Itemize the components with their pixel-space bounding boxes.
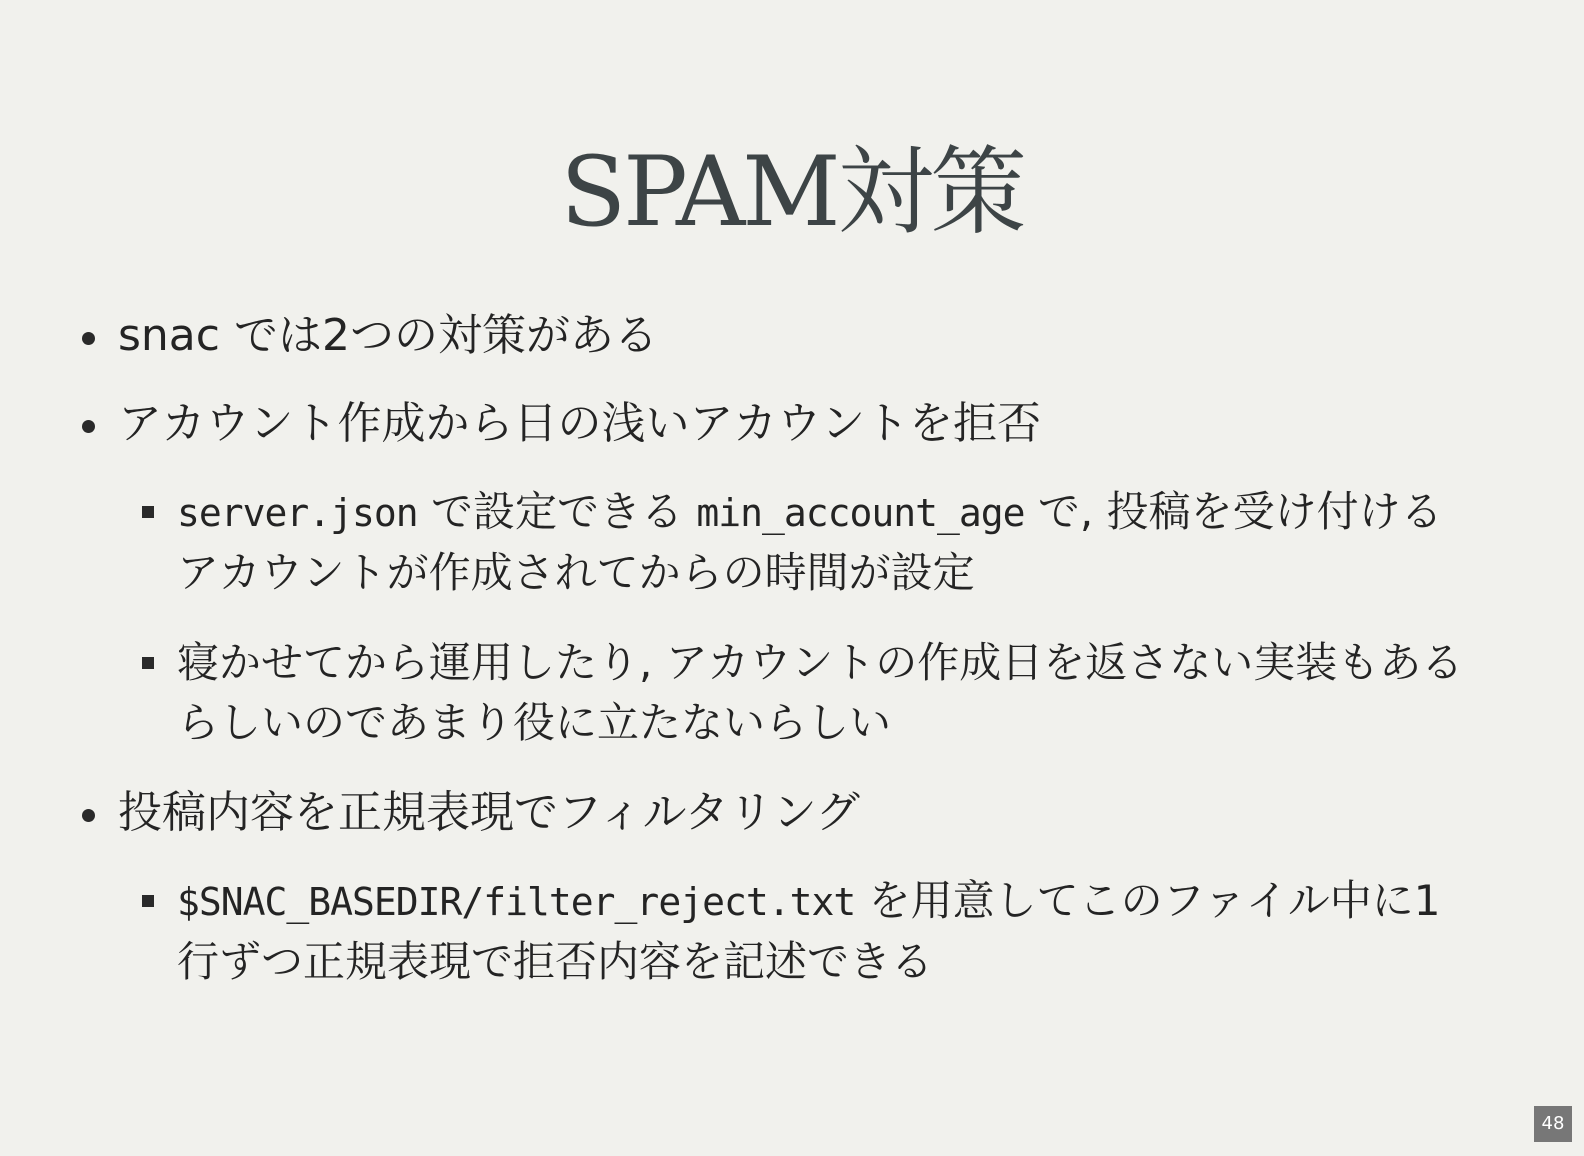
bullet-text: 投稿内容を正規表現でフィルタリング: [118, 787, 860, 838]
inline-code: $SNAC_BASEDIR/filter_reject.txt: [177, 880, 856, 924]
bullet-text: アカウント作成から日の浅いアカウントを拒否: [118, 398, 1042, 449]
bullet-item: [0, 394, 1584, 753]
bullet-dot-icon: [82, 809, 95, 822]
sub-bullet-item: [0, 871, 1584, 992]
bullet-list: [0, 306, 1584, 1022]
sub-bullet-text: で, 投稿を受け付けるアカウントが作成されてからの時間が設定: [177, 487, 1443, 597]
sub-bullet-list: [118, 482, 1584, 753]
sub-bullet-text: を用意してこのファイル中に1行ずつ正規表現で拒否内容を記述できる: [177, 876, 1441, 986]
bullet-square-icon: [142, 895, 154, 907]
inline-code: server.json: [177, 491, 418, 535]
bullet-text: snac では2つの対策がある: [118, 310, 658, 361]
sub-bullet-text: で設定できる: [417, 487, 697, 536]
sub-bullet-item: [0, 482, 1584, 603]
bullet-dot-icon: [82, 420, 95, 433]
sub-bullet-item: [0, 633, 1584, 753]
page-number: 48: [1534, 1106, 1572, 1142]
bullet-square-icon: [142, 506, 154, 518]
slide-title: SPAM対策: [560, 136, 1024, 248]
bullet-square-icon: [142, 657, 154, 669]
bullet-item: [0, 783, 1584, 992]
sub-bullet-text: 寝かせてから運用したり, アカウントの作成日を返さない実装もあるらしいのであまり役に立たないらしい: [177, 638, 1464, 747]
bullet-item: [0, 306, 1584, 366]
inline-code: min_account_age: [696, 491, 1025, 535]
sub-bullet-list: [118, 871, 1584, 992]
bullet-dot-icon: [82, 332, 95, 345]
